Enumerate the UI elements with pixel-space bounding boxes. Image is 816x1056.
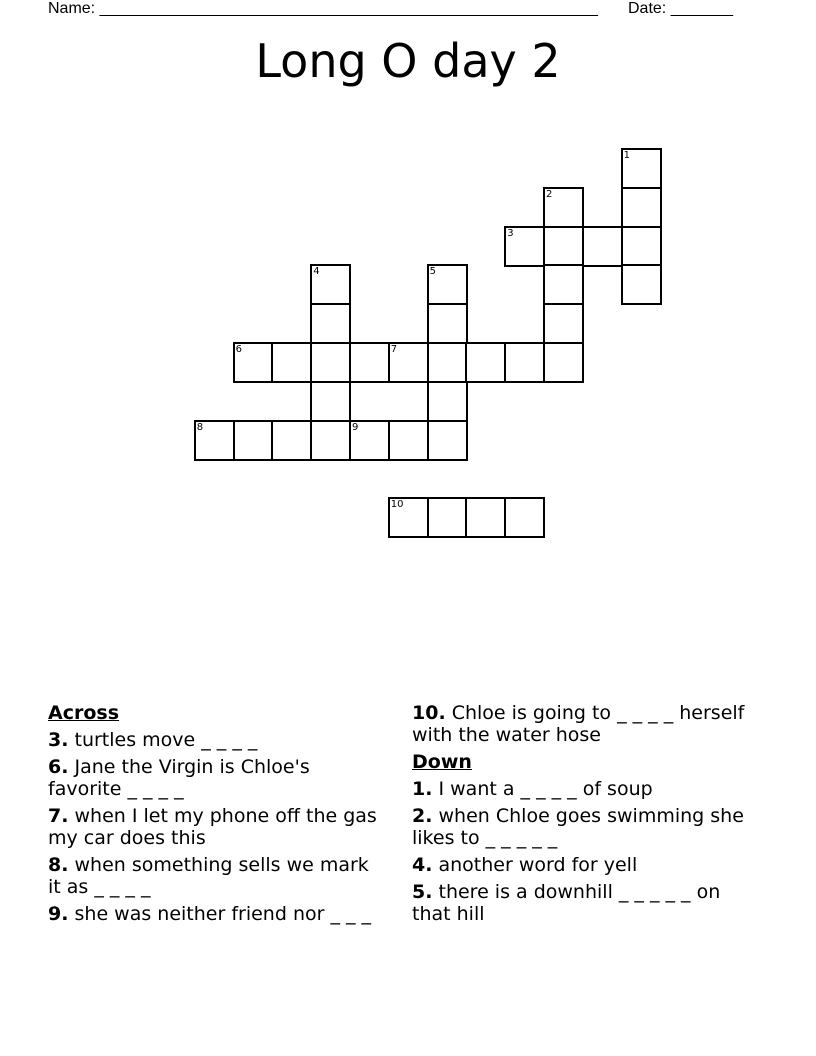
grid-cell[interactable] bbox=[465, 497, 506, 538]
clue-text: there is a downhill _ _ _ _ _ on that hill bbox=[412, 881, 721, 925]
clue-text: she was neither friend nor _ _ _ bbox=[74, 903, 372, 925]
page-title: Long O day 2 bbox=[255, 34, 561, 88]
name-field: Name: ________________________________________________________ bbox=[48, 0, 598, 17]
clue-down-2 bbox=[412, 805, 757, 849]
grid-cell[interactable] bbox=[543, 226, 584, 267]
grid-cell-2[interactable] bbox=[543, 187, 584, 228]
grid-cell[interactable] bbox=[310, 342, 351, 383]
cell-number: 3 bbox=[507, 227, 514, 239]
grid-cell-5[interactable] bbox=[427, 264, 468, 305]
clue-across-3 bbox=[48, 729, 378, 751]
clue-down-4 bbox=[412, 854, 757, 876]
cell-number: 7 bbox=[390, 344, 398, 355]
clue-across-7 bbox=[48, 805, 378, 849]
cell-number: 8 bbox=[196, 421, 204, 433]
grid-cell[interactable] bbox=[621, 187, 662, 228]
grid-cell[interactable] bbox=[543, 342, 584, 383]
grid-cell[interactable] bbox=[310, 381, 351, 422]
cell-number: 9 bbox=[352, 421, 359, 433]
grid-cell[interactable] bbox=[271, 342, 312, 383]
clue-across-8 bbox=[48, 854, 378, 898]
grid-cell[interactable] bbox=[427, 497, 468, 538]
grid-cell[interactable] bbox=[233, 420, 274, 461]
grid-cell-8[interactable] bbox=[194, 420, 235, 461]
clue-number: 7. bbox=[48, 805, 69, 827]
grid-cell[interactable] bbox=[427, 303, 468, 344]
grid-cell-7[interactable] bbox=[388, 342, 429, 383]
grid-cell-9[interactable] bbox=[349, 420, 390, 461]
grid-cell[interactable] bbox=[621, 264, 662, 305]
grid-cell[interactable] bbox=[582, 226, 623, 267]
clue-number: 9. bbox=[48, 903, 69, 925]
grid-cell-10[interactable] bbox=[388, 497, 429, 538]
clue-text: Chloe is going to _ _ _ _ herself with the water hose bbox=[412, 702, 745, 746]
clue-across-6 bbox=[48, 756, 378, 800]
cell-number: 1 bbox=[623, 150, 630, 161]
cell-number: 10 bbox=[390, 499, 404, 511]
grid-cell-6[interactable] bbox=[233, 342, 274, 383]
grid-cell[interactable] bbox=[310, 420, 351, 461]
clue-text: I want a _ _ _ _ of soup bbox=[438, 778, 653, 800]
cell-number: 6 bbox=[235, 344, 242, 355]
date-field: Date: _______ bbox=[628, 0, 733, 17]
clue-number: 1. bbox=[412, 778, 433, 800]
clue-number: 3. bbox=[48, 729, 69, 751]
clue-across-10 bbox=[412, 702, 757, 746]
grid-cell[interactable] bbox=[621, 226, 662, 267]
clues-column-right bbox=[412, 702, 757, 930]
clue-text: when I let my phone off the gas my car does this bbox=[48, 805, 377, 849]
grid-cell[interactable] bbox=[427, 381, 468, 422]
clue-text: Jane the Virgin is Chloe's favorite _ _ _ _ bbox=[48, 756, 310, 800]
across-heading: Across bbox=[48, 702, 120, 724]
grid-cell[interactable] bbox=[427, 342, 468, 383]
grid-cell-1[interactable] bbox=[621, 148, 662, 189]
clue-text: when Chloe goes swimming she likes to _ _ _ _ _ bbox=[412, 805, 744, 849]
down-heading: Down bbox=[412, 751, 472, 773]
grid-cell[interactable] bbox=[504, 497, 545, 538]
clue-text: another word for yell bbox=[438, 854, 638, 876]
grid-cell[interactable] bbox=[388, 420, 429, 461]
clues-column-left bbox=[48, 702, 378, 930]
clue-down-1 bbox=[412, 778, 757, 800]
cell-number: 2 bbox=[546, 188, 553, 200]
clue-across-9 bbox=[48, 903, 378, 925]
grid-cell[interactable] bbox=[271, 420, 312, 461]
clue-number: 2. bbox=[412, 805, 433, 827]
grid-cell[interactable] bbox=[427, 420, 468, 461]
clue-down-5 bbox=[412, 881, 757, 925]
grid-cell-4[interactable] bbox=[310, 264, 351, 305]
grid-cell-3[interactable] bbox=[504, 226, 545, 267]
grid-cell[interactable] bbox=[465, 342, 506, 383]
clue-number: 6. bbox=[48, 756, 69, 778]
cell-number: 4 bbox=[313, 266, 320, 278]
clue-text: turtles move _ _ _ _ bbox=[74, 729, 258, 751]
grid-cell[interactable] bbox=[310, 303, 351, 344]
grid-cell[interactable] bbox=[349, 342, 390, 383]
clue-number: 10. bbox=[412, 702, 446, 724]
clue-number: 4. bbox=[412, 854, 433, 876]
grid-cell[interactable] bbox=[504, 342, 545, 383]
clue-number: 5. bbox=[412, 881, 433, 903]
cell-number: 5 bbox=[429, 266, 436, 278]
clue-text: when something sells we mark it as _ _ _ _ bbox=[48, 854, 369, 898]
grid-cell[interactable] bbox=[543, 264, 584, 305]
clue-number: 8. bbox=[48, 854, 69, 876]
grid-cell[interactable] bbox=[543, 303, 584, 344]
